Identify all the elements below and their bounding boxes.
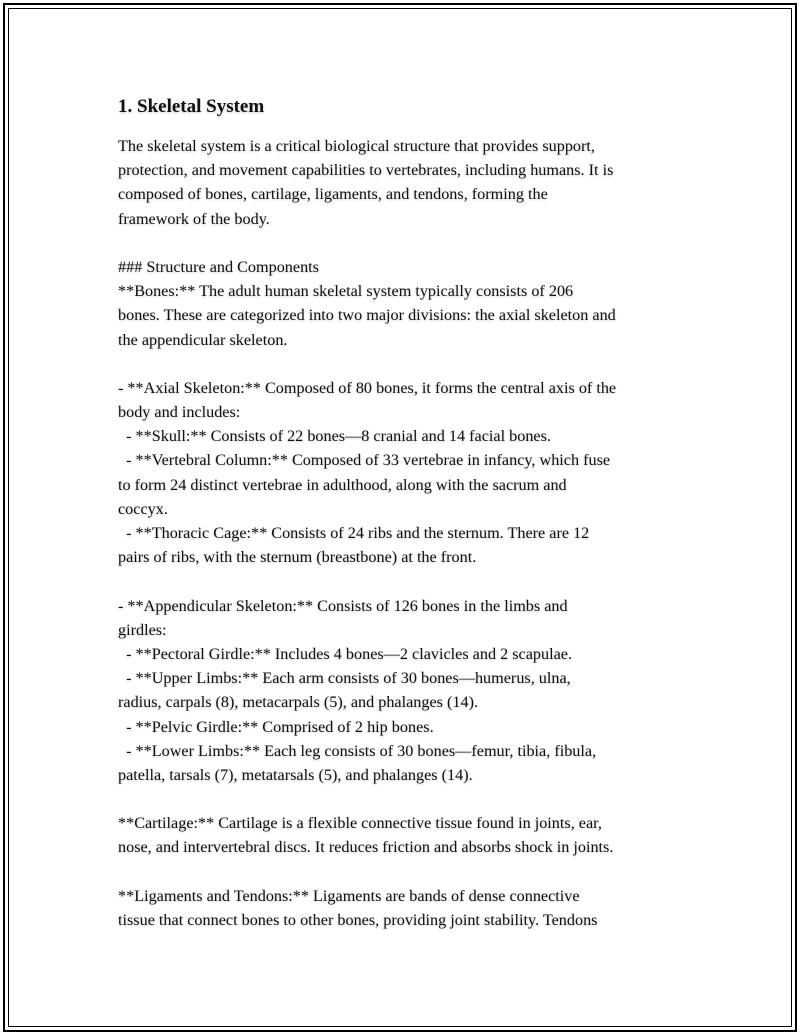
text-line: **Cartilage:** Cartilage is a flexible connective tissue found in joints, ear, bbox=[118, 814, 602, 833]
blank-line bbox=[118, 569, 698, 593]
text-line: nose, and intervertebral discs. It reduces friction and absorbs shock in joints. bbox=[118, 838, 614, 857]
text-line: **Bones:** The adult human skeletal system typically consists of 206 bbox=[118, 282, 574, 301]
text-line: radius, carpals (8), metacarpals (5), and phalanges (14). bbox=[118, 693, 479, 712]
text-line: - **Vertebral Column:** Composed of 33 vertebrae in infancy, which fuse bbox=[118, 451, 611, 470]
blank-line bbox=[118, 787, 698, 811]
blank-line bbox=[118, 231, 698, 255]
text-line: - **Appendicular Skeleton:** Consists of 126 bones in the limbs and bbox=[118, 596, 568, 615]
text-line: protection, and movement capabilities to vertebrates, including humans. It is bbox=[118, 161, 614, 180]
text-line: the appendicular skeleton. bbox=[118, 330, 288, 349]
text-line: tissue that connect bones to other bones, providing joint stability. Tendons bbox=[118, 911, 598, 929]
text-line: girdles: bbox=[118, 620, 167, 639]
text-line: framework of the body. bbox=[118, 209, 270, 228]
text-line: - **Axial Skeleton:** Composed of 80 bones, it forms the central axis of the bbox=[118, 378, 617, 397]
text-line: - **Pelvic Girdle:** Comprised of 2 hip bones. bbox=[118, 717, 434, 736]
text-line: coccyx. bbox=[118, 499, 168, 518]
text-line: - **Pectoral Girdle:** Includes 4 bones—2 clavicles and 2 scapulae. bbox=[118, 644, 573, 663]
text-line: - **Skull:** Consists of 22 bones—8 cranial and 14 facial bones. bbox=[118, 427, 551, 446]
text-line: **Ligaments and Tendons:** Ligaments are bands of dense connective bbox=[118, 886, 580, 905]
text-line: - **Upper Limbs:** Each arm consists of 30 bones—humerus, ulna, bbox=[118, 669, 571, 688]
text-line: bones. These are categorized into two major divisions: the axial skeleton and bbox=[118, 306, 616, 325]
text-line: pairs of ribs, with the sternum (breastbone) at the front. bbox=[118, 548, 477, 567]
text-line: - **Thoracic Cage:** Consists of 24 ribs and the sternum. There are 12 bbox=[118, 524, 590, 542]
text-line: - **Lower Limbs:** Each leg consists of 30 bones—femur, tibia, fibula, bbox=[118, 741, 597, 760]
body-text bbox=[118, 134, 698, 932]
text-line: The skeletal system is a critical biological structure that provides support, bbox=[118, 137, 595, 155]
text-line: to form 24 distinct vertebrae in adulthood, along with the sacrum and bbox=[118, 475, 567, 494]
text-line: ### Structure and Components bbox=[118, 257, 319, 276]
blank-line bbox=[118, 860, 698, 884]
text-line: body and includes: bbox=[118, 403, 241, 422]
section-heading: 1. Skeletal System bbox=[118, 96, 265, 117]
document-body bbox=[118, 94, 698, 932]
text-line: composed of bones, cartilage, ligaments, and tendons, forming the bbox=[118, 185, 548, 204]
text-line: patella, tarsals (7), metatarsals (5), and phalanges (14). bbox=[118, 765, 473, 784]
blank-line bbox=[118, 352, 698, 376]
